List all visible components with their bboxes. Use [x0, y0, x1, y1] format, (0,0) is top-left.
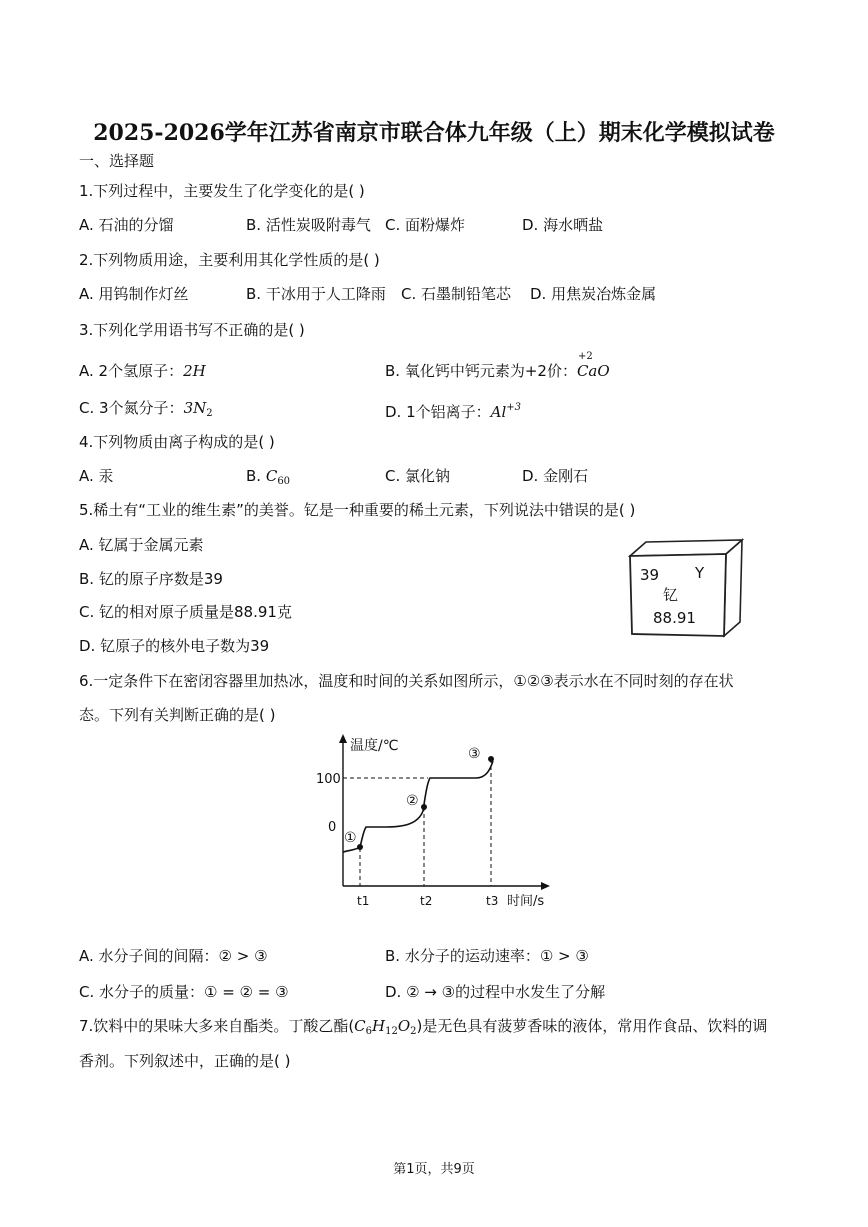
formula	[491, 403, 521, 421]
x-axis-label: 时间/s	[507, 894, 545, 909]
marker-1: ①	[344, 830, 357, 846]
point-1	[357, 844, 363, 850]
formula-c: C	[354, 1017, 366, 1035]
question-5-option-b[interactable]: B. 钇的原子序数是39	[79, 570, 223, 588]
x-axis-arrow	[541, 882, 550, 890]
x-tick-t2: t2	[420, 894, 433, 908]
marker-3: ③	[468, 746, 481, 762]
question-2-option-c[interactable]: C. 石墨制铅笔芯	[401, 285, 512, 303]
question-5-stem: 5.稀土有“工业的维生素”的美誉。钇是一种重要的稀土元素，下列说法中错误的是( )	[79, 501, 636, 519]
y-axis-label: 温度/℃	[350, 738, 399, 754]
question-3-option-a[interactable]	[79, 361, 206, 381]
x-tick-t1: t1	[357, 894, 370, 908]
formula-superscript: +3	[506, 402, 522, 413]
atomic-number: 39	[640, 566, 660, 584]
formula-o-sub: 2	[410, 1026, 417, 1037]
question-1-option-c[interactable]: C. 面粉爆炸	[385, 216, 466, 234]
page-title: 2025-2026学年江苏省南京市联合体九年级（上）期末化学模拟试卷	[93, 120, 775, 146]
question-3-option-d[interactable]	[385, 398, 521, 422]
question-4-option-b[interactable]	[246, 466, 290, 492]
option-text: D. 1个铝离子：	[385, 403, 491, 421]
question-6-stem-line-2: 态。下列有关判断正确的是( )	[79, 706, 276, 724]
formula-h: H	[372, 1017, 386, 1035]
formula-main: C	[265, 467, 278, 485]
y-tick-100: 100	[316, 772, 341, 787]
question-2-option-b[interactable]: B. 干冰用于人工降雨	[246, 285, 386, 303]
option-text: A. 2个氢原子：	[79, 362, 184, 380]
question-6-stem-line-1: 6.一定条件下在密闭容器里加热冰，温度和时间的关系如图所示，①②③表示水在不同时刻的存在状	[79, 672, 734, 690]
question-7-stem-line-1	[79, 1016, 767, 1042]
question-6-option-d[interactable]: D. ② → ③的过程中水发生了分解	[385, 983, 606, 1001]
point-3	[488, 756, 494, 762]
formula: CaO	[576, 362, 610, 380]
question-1-option-a[interactable]: A. 石油的分馏	[79, 216, 174, 234]
element-symbol: Y	[695, 564, 705, 582]
question-5-option-c[interactable]: C. 钇的相对原子质量是88.91克	[79, 603, 292, 621]
formula-subscript: 2	[206, 408, 213, 419]
formula-main: Al	[490, 403, 507, 421]
valence-mark: +2	[577, 351, 593, 362]
point-2	[421, 804, 427, 810]
question-4-stem: 4.下列物质由离子构成的是( )	[79, 433, 275, 451]
question-3-option-b[interactable]	[385, 351, 610, 381]
question-2-stem: 2.下列物质用途，主要利用其化学性质的是( )	[79, 251, 380, 269]
formula: 2H	[183, 362, 206, 380]
question-6-option-c[interactable]: C. 水分子的质量：① = ② = ③	[79, 983, 289, 1001]
option-text: C. 3个氮分子：	[79, 399, 184, 417]
question-1-option-b[interactable]: B. 活性炭吸附毒气	[246, 216, 371, 234]
option-text: B.	[246, 467, 266, 485]
formula-with-valence	[576, 351, 610, 381]
question-2-option-d[interactable]: D. 用焦炭冶炼金属	[530, 285, 657, 303]
question-2-option-a[interactable]: A. 用钨制作灯丝	[79, 285, 189, 303]
question-1-option-d[interactable]: D. 海水晒盐	[522, 216, 604, 234]
option-text: B. 氧化钙中钙元素为+2价：	[385, 362, 577, 380]
formula-o: O	[397, 1017, 411, 1035]
question-4-option-d[interactable]: D. 金刚石	[522, 467, 589, 485]
formula-subscript: 60	[277, 476, 291, 487]
question-4-option-a[interactable]: A. 汞	[79, 467, 114, 485]
formula-h-sub: 12	[385, 1026, 398, 1037]
question-4-option-c[interactable]: C. 氯化钠	[385, 467, 451, 485]
question-6-option-b[interactable]: B. 水分子的运动速率：① > ③	[385, 947, 589, 965]
question-7-stem-line-2: 香剂。下列叙述中，正确的是( )	[79, 1052, 291, 1070]
question-1-stem: 1.下列过程中，主要发生了化学变化的是( )	[79, 182, 365, 200]
x-tick-t3: t3	[486, 894, 499, 908]
page-footer: 第1页，共9页	[393, 1162, 475, 1177]
question-5-option-a[interactable]: A. 钇属于金属元素	[79, 536, 204, 554]
formula	[266, 467, 290, 485]
formula-c-sub: 6	[365, 1026, 373, 1037]
atomic-mass: 88.91	[653, 609, 696, 627]
element-name: 钇	[663, 586, 679, 604]
y-axis-arrow	[339, 734, 347, 743]
formula-butyl-ethyl-ester	[354, 1017, 416, 1035]
element-card-figure	[620, 536, 746, 640]
stem-text: )是无色具有菠萝香味的液体，常用作食品、饮料的调	[416, 1017, 768, 1035]
question-6-option-a[interactable]: A. 水分子间的间隔：② > ③	[79, 947, 268, 965]
formula-main: 3N	[183, 399, 207, 417]
question-3-stem: 3.下列化学用语书写不正确的是( )	[79, 321, 305, 339]
section-heading: 一、选择题	[79, 152, 155, 170]
marker-2: ②	[406, 793, 419, 809]
formula	[184, 399, 213, 417]
question-3-option-c[interactable]	[79, 398, 213, 424]
temperature-time-chart	[300, 728, 580, 916]
y-tick-0: 0	[328, 820, 337, 835]
stem-text: 7.饮料中的果味大多来自酯类。丁酸乙酯(	[79, 1017, 355, 1035]
question-5-option-d[interactable]: D. 钇原子的核外电子数为39	[79, 637, 270, 655]
